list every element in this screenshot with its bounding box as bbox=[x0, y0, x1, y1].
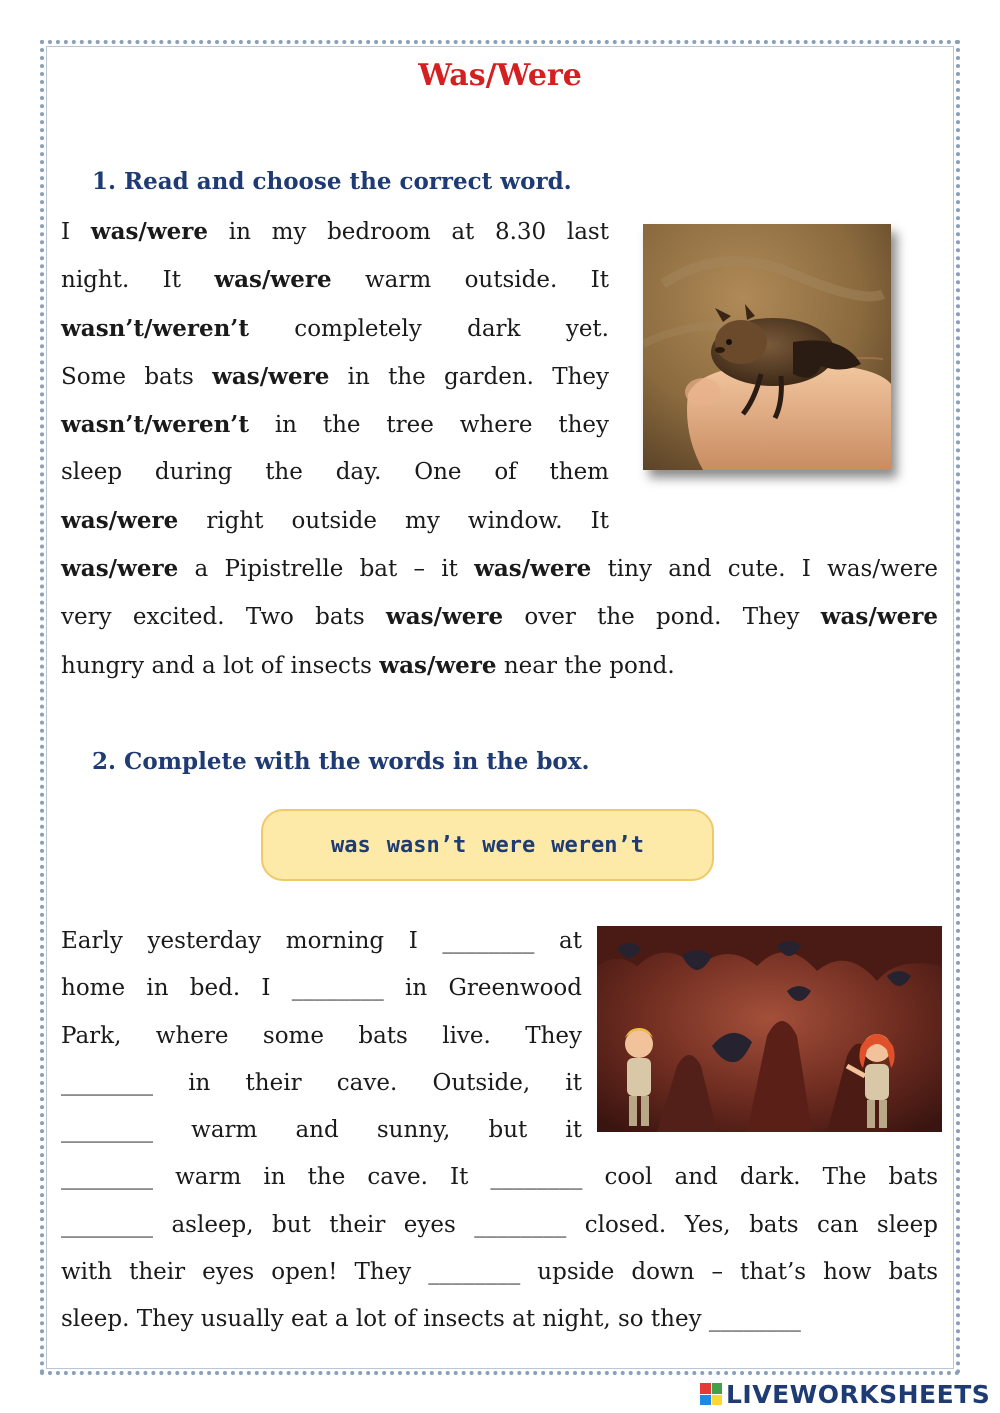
logo-square bbox=[700, 1383, 711, 1394]
passage-text: night. It bbox=[61, 267, 215, 294]
passage-text: Park, where some bats live. They bbox=[61, 1022, 582, 1049]
logo-square bbox=[700, 1395, 711, 1406]
section2-lines-full bbox=[61, 1154, 938, 1343]
passage-text: ________ asleep, but their eyes ________ closed. Yes, bats can sleep bbox=[61, 1211, 938, 1238]
passage-text: in the garden. They bbox=[329, 363, 609, 390]
passage-line bbox=[61, 545, 938, 593]
answer-choice[interactable]: wasn’t/weren’t bbox=[61, 314, 249, 342]
passage-text: sleep. They usually eat a lot of insects at night, so they ________ bbox=[61, 1306, 801, 1333]
logo-mark-icon bbox=[700, 1383, 722, 1405]
passage-text: right outside my window. It bbox=[178, 507, 609, 534]
section1-heading: 1. Read and choose the correct word. bbox=[92, 168, 572, 195]
passage-text: with their eyes open! They ________ upside down – that’s how bats bbox=[61, 1259, 938, 1286]
passage-line bbox=[61, 918, 582, 965]
passage-text: completely dark yet. bbox=[248, 315, 609, 342]
logo-square bbox=[712, 1383, 723, 1394]
passage-text: warm outside. It bbox=[331, 267, 609, 294]
answer-choice[interactable]: wasn’t/weren’t bbox=[61, 411, 249, 439]
answer-choice[interactable]: was/were bbox=[385, 603, 504, 631]
word-box-item: wasn’t bbox=[386, 832, 467, 858]
passage-line bbox=[61, 1202, 938, 1249]
passage-text: ________ warm in the cave. It ________ cool and dark. The bats bbox=[61, 1164, 938, 1191]
cave-scene-illustration bbox=[597, 926, 942, 1132]
answer-choice[interactable]: was/were bbox=[61, 506, 179, 534]
passage-line bbox=[61, 965, 582, 1012]
passage-text: I bbox=[61, 219, 91, 245]
passage-line bbox=[61, 1249, 938, 1296]
passage-line bbox=[61, 642, 938, 690]
bat-on-finger-photo bbox=[643, 224, 891, 470]
passage-text: Early yesterday morning I ________ at bbox=[61, 928, 582, 954]
word-box-item: was bbox=[331, 832, 371, 858]
passage-text: ________ warm and sunny, but it bbox=[61, 1117, 582, 1144]
page-title: Was/Were bbox=[418, 58, 582, 93]
section1-lines-left bbox=[61, 208, 609, 545]
passage-line bbox=[61, 449, 609, 496]
passage-line bbox=[61, 1107, 582, 1154]
passage-line bbox=[61, 401, 609, 449]
passage-line bbox=[61, 353, 609, 401]
passage-text: Some bats bbox=[61, 363, 213, 390]
passage-text: home in bed. I ________ in Greenwood bbox=[61, 975, 582, 1002]
answer-choice[interactable]: was/were bbox=[820, 603, 938, 631]
passage-text: sleep during the day. One of them bbox=[61, 459, 609, 486]
passage-line bbox=[61, 256, 609, 304]
passage-text: tiny and cute. I was/were bbox=[591, 556, 938, 583]
passage-text: hungry and a lot of insects bbox=[61, 652, 380, 679]
passage-line bbox=[61, 1013, 582, 1060]
section2-lines-left bbox=[61, 918, 582, 1154]
answer-choice[interactable]: was/were bbox=[90, 218, 209, 245]
section1-lines-full bbox=[61, 545, 938, 690]
cave-scene-svg bbox=[597, 926, 942, 1132]
passage-text: over the pond. They bbox=[503, 604, 821, 631]
passage-line bbox=[61, 1296, 938, 1343]
answer-choice[interactable]: was/were bbox=[212, 362, 330, 390]
passage-text: near the pond. bbox=[496, 652, 675, 679]
passage-line bbox=[61, 208, 609, 256]
passage-line bbox=[61, 1060, 582, 1107]
answer-choice[interactable]: was/were bbox=[214, 266, 332, 294]
passage-line bbox=[61, 1154, 938, 1201]
word-box-item: were bbox=[482, 832, 536, 858]
passage-text: in the tree where they bbox=[248, 412, 609, 439]
word-box bbox=[261, 809, 714, 881]
passage-text: very excited. Two bats bbox=[61, 604, 386, 631]
passage-text: in my bedroom at 8.30 last bbox=[208, 219, 609, 245]
section2-heading: 2. Complete with the words in the box. bbox=[92, 748, 590, 775]
answer-choice[interactable]: was/were bbox=[379, 651, 497, 679]
logo-square bbox=[712, 1395, 723, 1406]
answer-choice[interactable]: was/were bbox=[61, 555, 179, 583]
logo-text: LIVEWORKSHEETS bbox=[726, 1379, 991, 1409]
passage-line bbox=[61, 593, 938, 641]
answer-choice[interactable]: was/were bbox=[474, 555, 592, 583]
bat-photo-illustration bbox=[643, 224, 891, 470]
passage-text: a Pipistrelle bat – it bbox=[178, 556, 475, 583]
word-box-item: weren’t bbox=[551, 832, 644, 858]
liveworksheets-logo bbox=[700, 1377, 996, 1411]
passage-line bbox=[61, 305, 609, 353]
passage-text: ________ in their cave. Outside, it bbox=[61, 1069, 582, 1096]
passage-line bbox=[61, 497, 609, 545]
